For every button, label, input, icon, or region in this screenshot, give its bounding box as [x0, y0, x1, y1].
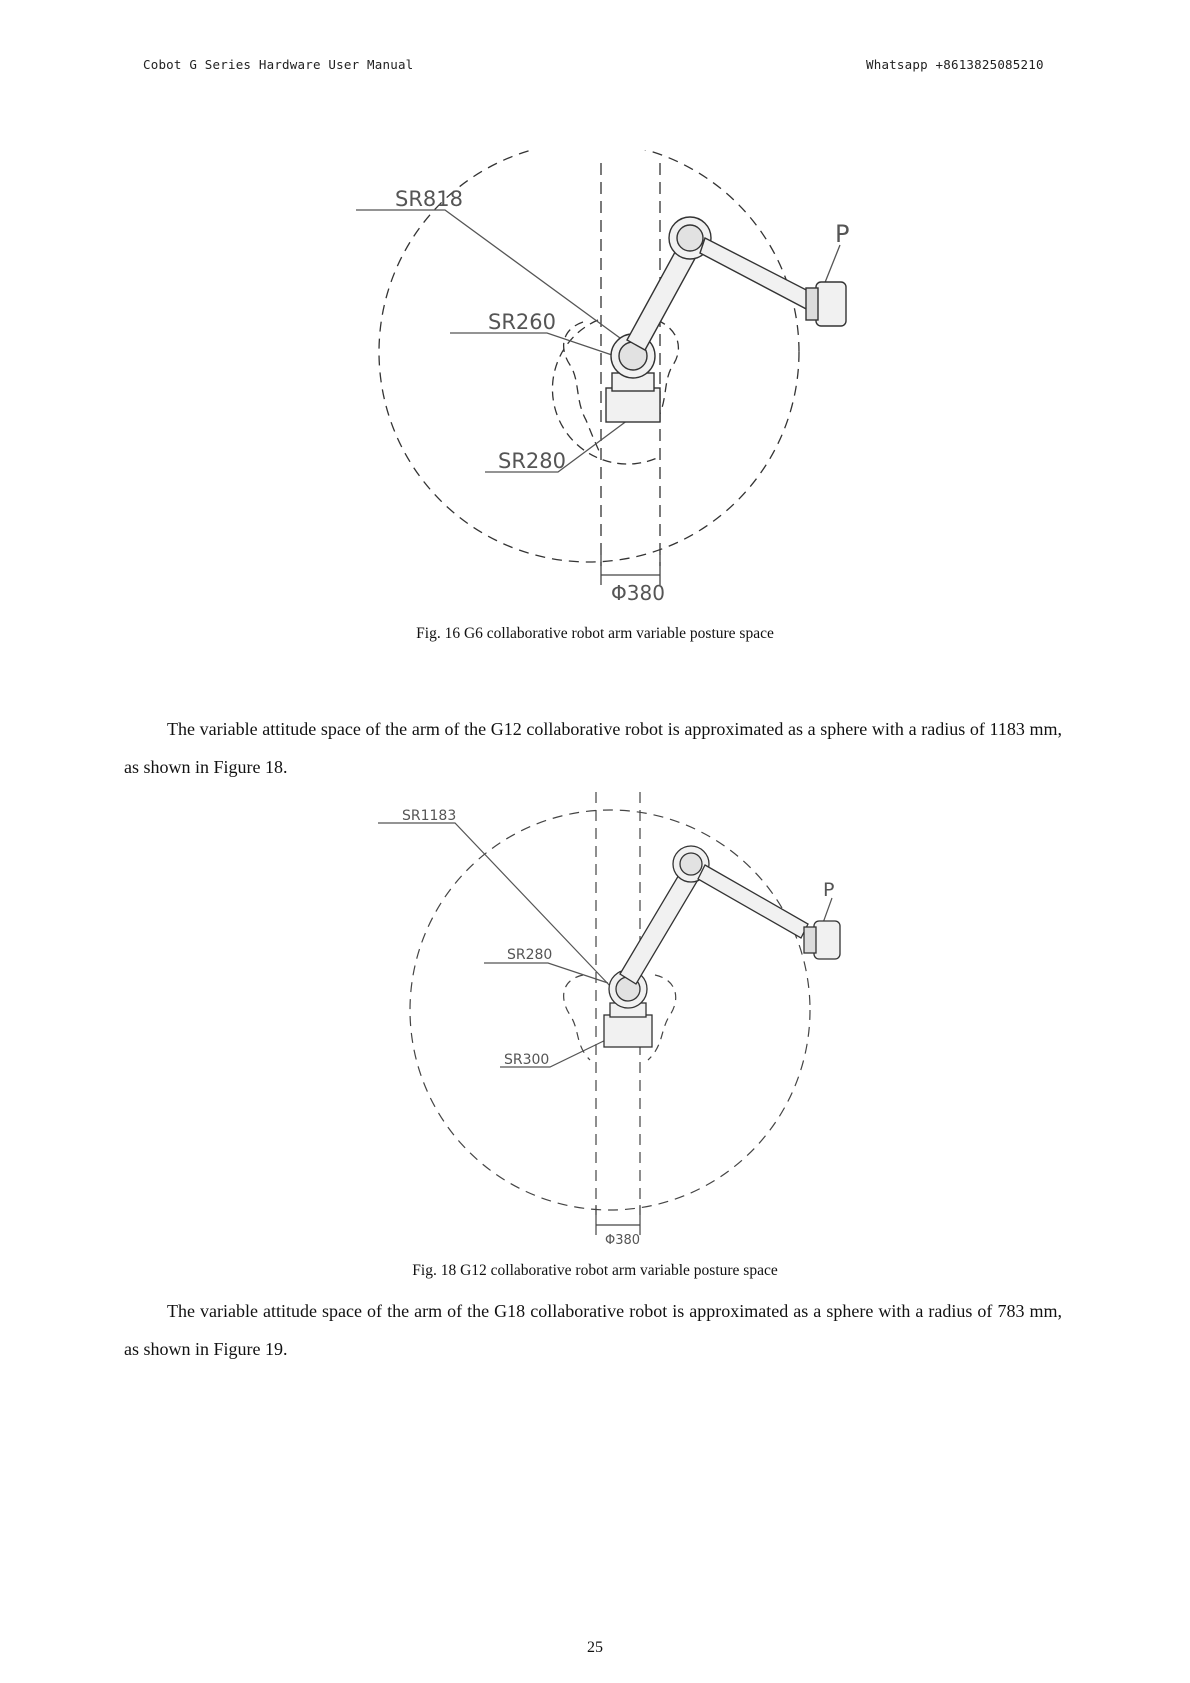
- paragraph-g12: The variable attitude space of the arm of the G12 collaborative robot is approximated as a sphere with a radius of 1183 mm, as shown in Figure 18.: [124, 719, 1062, 777]
- fig16-outer-radius-label: SR818: [395, 187, 464, 211]
- fig16-inner-radius-b-label: SR280: [498, 449, 567, 473]
- workspace-boundary: [379, 150, 799, 562]
- figure-16-caption: Fig. 16 G6 collaborative robot arm variable posture space: [416, 625, 774, 642]
- paragraph-g18: The variable attitude space of the arm of the G18 collaborative robot is approximated as a sphere with a radius of 783 mm, as shown in Figure 19.: [124, 1301, 1062, 1359]
- fig16-inner-radius-a-label: SR260: [488, 310, 557, 334]
- robot-arm-g6: [606, 217, 846, 422]
- figure-18-diagram: [370, 780, 860, 1250]
- figure-18-caption: Fig. 18 G12 collaborative robot arm variable posture space: [412, 1262, 778, 1279]
- running-header-contact: Whatsapp +8613825085210: [866, 57, 1044, 72]
- fig16-diameter-label: Φ380: [611, 581, 665, 605]
- figure-16-diagram: [340, 150, 900, 610]
- fig18-point-label: P: [823, 879, 835, 901]
- figure-16-svg: [340, 150, 900, 610]
- fig18-diameter-label: Φ380: [605, 1233, 641, 1248]
- fig18-inner-radius-a-label: SR280: [507, 947, 553, 963]
- fig18-outer-radius-label: SR1183: [402, 808, 457, 824]
- robot-arm-g12: [604, 846, 840, 1047]
- fig16-point-label: P: [835, 220, 850, 248]
- figure-18-svg: [370, 780, 860, 1250]
- fig18-inner-radius-b-label: SR300: [504, 1052, 550, 1068]
- running-header-title: Cobot G Series Hardware User Manual: [143, 57, 414, 72]
- page-number: 25: [587, 1639, 603, 1656]
